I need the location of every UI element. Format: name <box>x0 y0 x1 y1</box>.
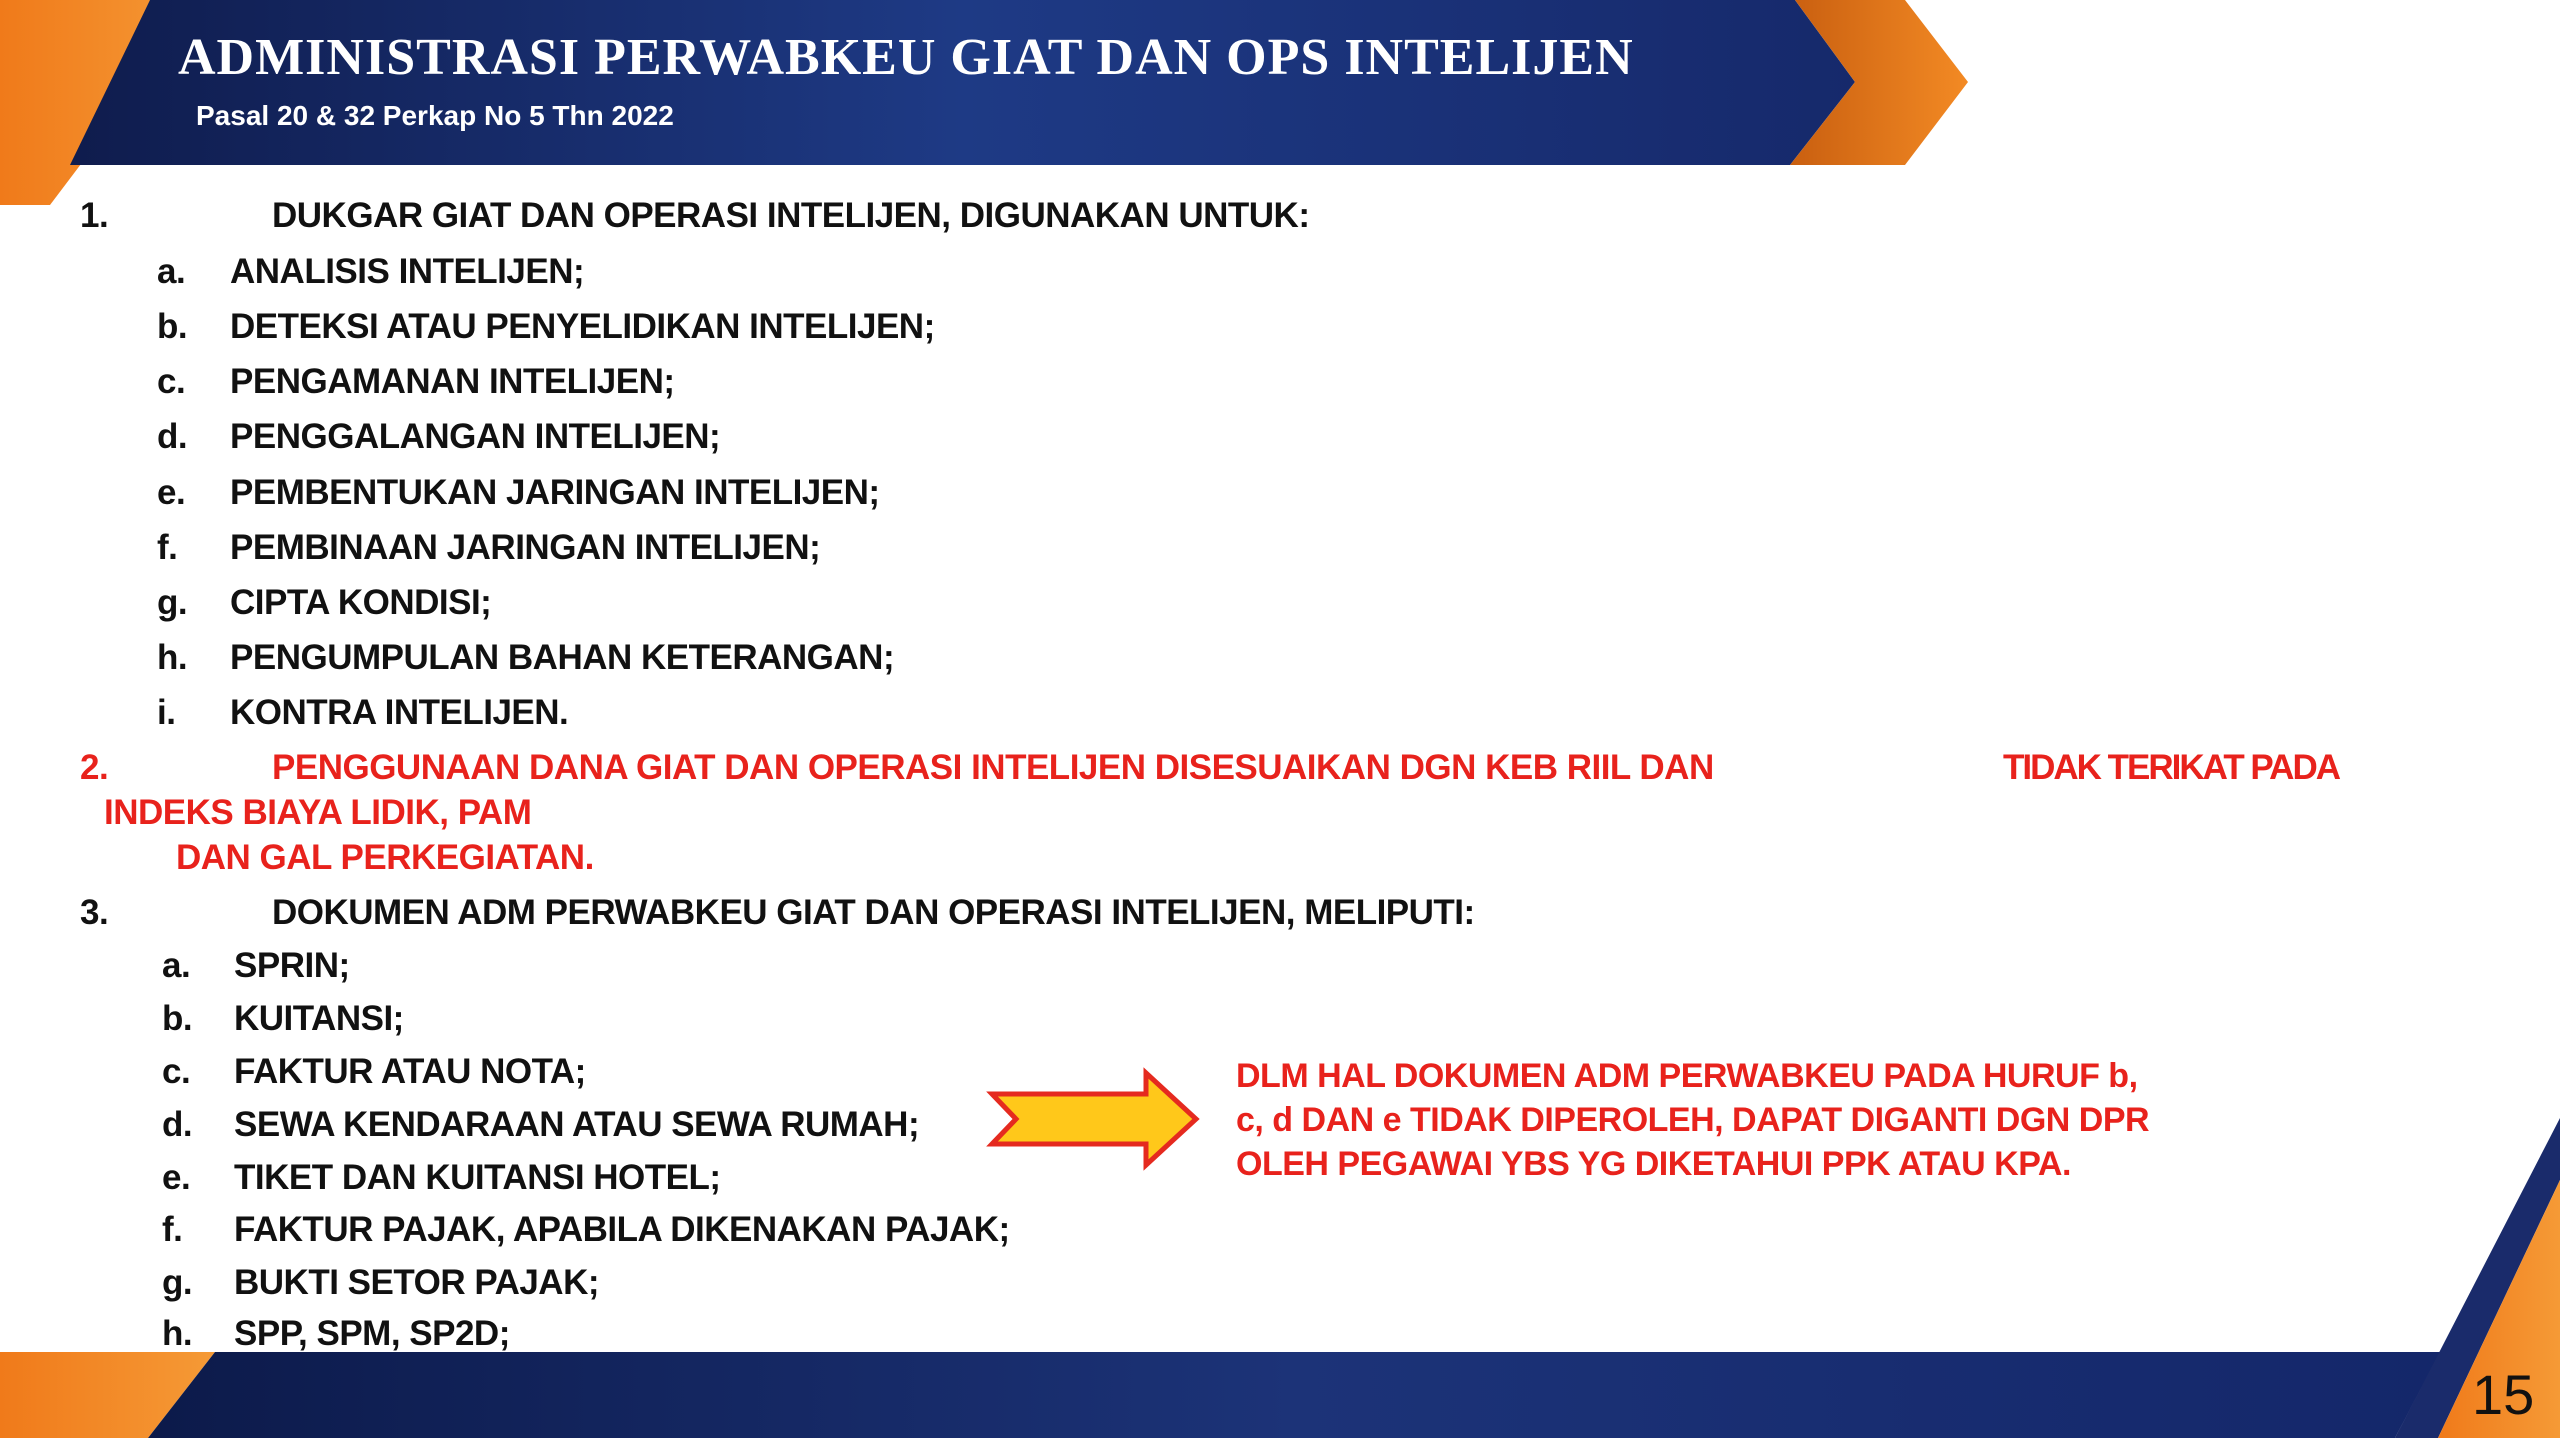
list-item-label: e. <box>157 473 186 512</box>
list-item-label: h. <box>162 1314 193 1353</box>
list-item: SPP, SPM, SP2D; <box>234 1314 510 1353</box>
list-item: PENGAMANAN INTELIJEN; <box>230 362 675 401</box>
list-item: KUITANSI; <box>234 999 404 1038</box>
list-item-label: f. <box>162 1210 183 1249</box>
list-item: CIPTA KONDISI; <box>230 583 492 622</box>
list-item-label: f. <box>157 528 178 567</box>
list-item: KONTRA INTELIJEN. <box>230 693 569 732</box>
list-item: PENGUMPULAN BAHAN KETERANGAN; <box>230 638 895 677</box>
list-item: PENGGALANGAN INTELIJEN; <box>230 417 721 456</box>
list-item: PEMBENTUKAN JARINGAN INTELIJEN; <box>230 473 880 512</box>
note-line2: c, d DAN e TIDAK DIPEROLEH, DAPAT DIGANTI DGN DPR <box>1236 1101 2150 1139</box>
list-item-label: h. <box>157 638 188 677</box>
section1-number: 1. <box>80 196 109 235</box>
list-item-label: d. <box>157 417 188 456</box>
list-item: SEWA KENDARAAN ATAU SEWA RUMAH; <box>234 1105 920 1144</box>
section2-text-line1-end: TIDAK TERIKAT PADA <box>2003 748 2340 787</box>
slide-subtitle: Pasal 20 & 32 Perkap No 5 Thn 2022 <box>196 100 674 131</box>
list-item: PEMBINAAN JARINGAN INTELIJEN; <box>230 528 821 567</box>
list-item: BUKTI SETOR PAJAK; <box>234 1263 600 1302</box>
section3-number: 3. <box>80 893 109 932</box>
list-item: DETEKSI ATAU PENYELIDIKAN INTELIJEN; <box>230 307 935 346</box>
list-item-label: e. <box>162 1158 191 1197</box>
list-item: SPRIN; <box>234 946 350 985</box>
right-arrow-icon <box>992 1073 1196 1165</box>
list-item-label: g. <box>162 1263 193 1302</box>
list-item: FAKTUR ATAU NOTA; <box>234 1052 586 1091</box>
note-line3: OLEH PEGAWAI YBS YG DIKETAHUI PPK ATAU KPA. <box>1236 1145 2071 1183</box>
list-item-label: d. <box>162 1105 193 1144</box>
list-item-label: b. <box>157 307 188 346</box>
note-line1: DLM HAL DOKUMEN ADM PERWABKEU PADA HURUF b, <box>1236 1057 2138 1095</box>
list-item-label: a. <box>157 252 186 291</box>
list-item-label: a. <box>162 946 191 985</box>
list-item-label: c. <box>157 362 186 401</box>
list-item-label: i. <box>157 693 176 732</box>
section2-number: 2. <box>80 748 109 787</box>
section2-text-line2: INDEKS BIAYA LIDIK, PAM <box>104 793 532 832</box>
list-item-label: b. <box>162 999 193 1038</box>
list-item: TIKET DAN KUITANSI HOTEL; <box>234 1158 721 1197</box>
section3-heading: DOKUMEN ADM PERWABKEU GIAT DAN OPERASI INTELIJEN, MELIPUTI: <box>272 893 1475 932</box>
section1-heading: DUKGAR GIAT DAN OPERASI INTELIJEN, DIGUNAKAN UNTUK: <box>272 196 1310 235</box>
section2-text-line1: PENGGUNAAN DANA GIAT DAN OPERASI INTELIJEN DISESUAIKAN DGN KEB RIIL DAN <box>272 748 1714 787</box>
slide-title: ADMINISTRASI PERWABKEU GIAT DAN OPS INTELIJEN <box>178 29 1634 86</box>
list-item-label: g. <box>157 583 188 622</box>
footer-bar <box>148 1352 2440 1438</box>
list-item-label: c. <box>162 1052 191 1091</box>
page-number: 15 <box>2472 1363 2535 1426</box>
section2-text-line3: DAN GAL PERKEGIATAN. <box>176 838 594 877</box>
list-item: ANALISIS INTELIJEN; <box>230 252 585 291</box>
list-item: FAKTUR PAJAK, APABILA DIKENAKAN PAJAK; <box>234 1210 1010 1249</box>
